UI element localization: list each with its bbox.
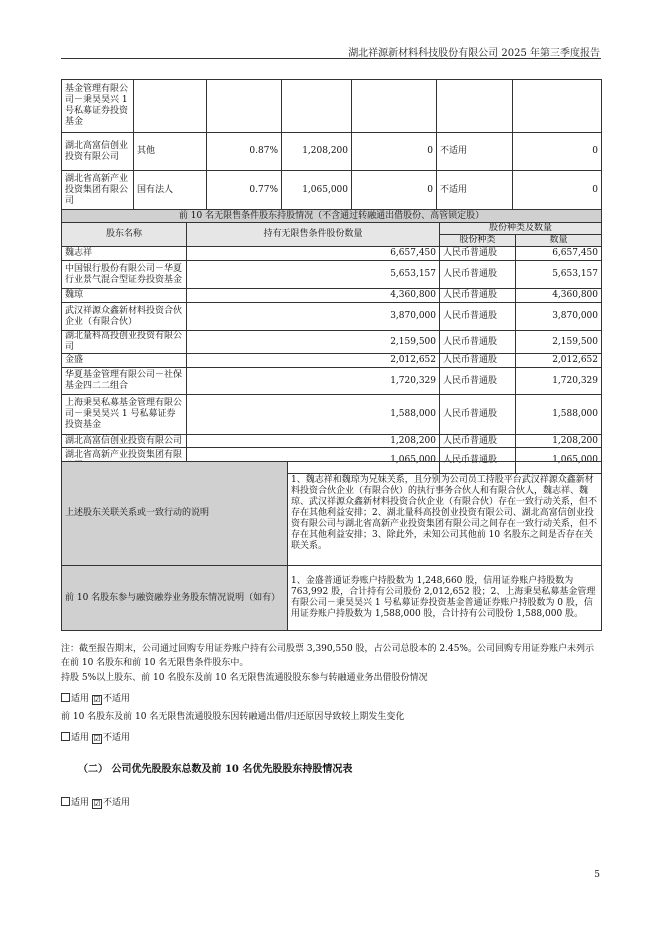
shareholder-name: 湖北量科高投创业投资有限公司 (62, 331, 187, 354)
unrestricted-qty: 2,159,500 (187, 331, 440, 354)
pledge-qty: 0 (513, 133, 602, 171)
column-header-name: 股东名称 (62, 223, 187, 247)
shareholder-name: 金盛 (62, 354, 187, 368)
share-kind: 人民币普通股 (440, 247, 516, 261)
table-row (62, 261, 602, 289)
share-kind: 人民币普通股 (440, 331, 516, 354)
table-title: 前 10 名无限售条件股东持股情况（不含通过转融通出借股份、高管锁定股） (62, 210, 602, 223)
unchecked-box-icon (61, 693, 70, 702)
shareholder-name: 湖北高富信创业投资有限公司 (62, 133, 134, 171)
restricted-shares: 0 (352, 171, 437, 210)
page-number: 5 (594, 870, 600, 880)
question-lending: 持股 5%以上股东、前 10 名股东及前 10 名无限售流通股股东参与转融通业务出借股份情况 (61, 673, 428, 683)
table-title-row (62, 210, 602, 223)
shareholder-name: 华夏基金管理有限公司－社保基金四二二组合 (62, 368, 187, 395)
unrestricted-qty: 6,657,450 (187, 247, 440, 261)
restricted-shares (352, 80, 437, 133)
pledge-qty: 0 (513, 171, 602, 210)
checked-box-icon: ☑ (93, 734, 101, 743)
share-amount: 3,870,000 (516, 303, 602, 331)
table-row (62, 354, 602, 368)
table-header-row (62, 223, 602, 235)
related-text: 1、魏志祥和魏琼为兄妹关系，且分别为公司员工持股平台武汉祥源众鑫新材料投资合伙企业（有限合伙）的执行事务合伙人和有限合伙人，魏志祥、魏琼、武汉祥源众鑫新材料投资合伙企业（有限合伙）存在一致行动关系，但不存在其他利益安排；2、湖北量科高投创业投资有限公司、湖北高富信创业投资有限公司与湖北省高新产业投资集团有限公司之间存在一致行动关系，但不存在其他利益安排；3、除此外，未知公司其他前 10 名股东之间是否存在关联关系。 (288, 462, 602, 566)
shareholder-name: 魏琼 (62, 289, 187, 303)
column-header-kind-group: 股份种类及数量 (440, 223, 602, 235)
shareholder-nature: 国有法人 (134, 171, 207, 210)
unrestricted-qty: 3,870,000 (187, 303, 440, 331)
table-row (62, 133, 602, 171)
unchecked-box-icon (61, 732, 70, 741)
restricted-shares: 0 (352, 133, 437, 171)
holding-shares: 1,065,000 (282, 171, 352, 210)
header-rule (61, 58, 601, 59)
share-kind: 人民币普通股 (440, 448, 516, 474)
share-amount: 6,657,450 (516, 247, 602, 261)
not-applicable-label: 不适用 (103, 694, 131, 704)
unrestricted-qty: 5,653,157 (187, 261, 440, 289)
table-row (62, 247, 602, 261)
margin-text: 1、金盛普通证券账户持股数为 1,248,660 股，信用证券账户持股数为 763,992 股，合计持有公司股份 2,012,652 股；2、上海秉昊私募基金管理有限公司－秉昊昊兴 1 号私募证券投资基金普通证券账户持股数为 0 股，信用证券账户持股数为 1,588,000 股，合计持有公司股份 1,588,000 股。 (288, 566, 602, 631)
share-amount: 1,065,000 (516, 448, 602, 474)
share-amount: 1,588,000 (516, 395, 602, 435)
unchecked-box-icon (61, 797, 70, 806)
table-row (62, 435, 602, 448)
applicable-label: 适用 (71, 798, 90, 808)
checked-box-icon: ☑ (93, 799, 101, 808)
shareholder-name: 基金管理有限公司－秉昊昊兴 1 号私募证券投资基金 (62, 80, 134, 133)
unrestricted-qty: 1,065,000 (187, 448, 440, 474)
top-shareholders-table (61, 79, 602, 210)
table-row (62, 289, 602, 303)
not-applicable-label: 不适用 (103, 798, 131, 808)
table-row (62, 368, 602, 395)
question-change: 前 10 名股东及前 10 名无限售流通股股东因转融通出借/归还原因导致较上期发生变化 (61, 712, 405, 722)
section-heading: （二） 公司优先股股东总数及前 10 名优先股股东持股情况表 (78, 764, 353, 775)
shareholder-name: 湖北省高新产业投资集团有限公司 (62, 171, 134, 210)
pledge-status (437, 80, 513, 133)
share-amount: 1,720,329 (516, 368, 602, 395)
pledge-qty (513, 80, 602, 133)
shareholder-name: 武汉祥源众鑫新材料投资合伙企业（有限合伙） (62, 303, 187, 331)
unrestricted-qty: 1,720,329 (187, 368, 440, 395)
unrestricted-qty: 2,012,652 (187, 354, 440, 368)
share-kind: 人民币普通股 (440, 289, 516, 303)
shareholder-name: 湖北高富信创业投资有限公司 (62, 435, 187, 448)
not-applicable-label: 不适用 (103, 733, 131, 743)
holding-shares: 1,208,200 (282, 133, 352, 171)
share-kind: 人民币普通股 (440, 368, 516, 395)
shareholder-name: 魏志祥 (62, 247, 187, 261)
shareholder-name: 湖北省高新产业投资集团有限 (62, 448, 187, 474)
share-kind: 人民币普通股 (440, 395, 516, 435)
shareholder-name: 上海秉昊私募基金管理有限公司－秉昊昊兴 1 号私募证券投资基金 (62, 395, 187, 435)
share-amount: 5,653,157 (516, 261, 602, 289)
share-kind: 人民币普通股 (440, 261, 516, 289)
share-amount: 2,159,500 (516, 331, 602, 354)
unrestricted-qty: 1,208,200 (187, 435, 440, 448)
table-row (62, 331, 602, 354)
table-row (62, 395, 602, 435)
applicability-line (61, 730, 130, 744)
holding-pct (207, 80, 282, 133)
holding-pct: 0.87% (207, 133, 282, 171)
explanation-table (61, 461, 602, 631)
applicable-label: 适用 (71, 694, 90, 704)
shareholder-name: 中国银行股份有限公司－华夏行业景气混合型证券投资基金 (62, 261, 187, 289)
applicability-line (61, 691, 130, 705)
share-amount: 2,012,652 (516, 354, 602, 368)
applicable-label: 适用 (71, 733, 90, 743)
unrestricted-shareholders-table (61, 209, 602, 474)
unrestricted-qty: 4,360,800 (187, 289, 440, 303)
related-label: 上述股东关联关系或一致行动的说明 (62, 462, 288, 566)
holding-pct: 0.77% (207, 171, 282, 210)
holding-shares (282, 80, 352, 133)
applicability-line (61, 795, 130, 809)
unrestricted-qty: 1,588,000 (187, 395, 440, 435)
share-amount: 1,208,200 (516, 435, 602, 448)
column-header-amount: 数量 (516, 235, 602, 247)
table-row (62, 566, 602, 631)
share-kind: 人民币普通股 (440, 303, 516, 331)
table-row (62, 80, 602, 133)
table-row (62, 171, 602, 210)
checked-box-icon: ☑ (93, 695, 101, 704)
table-row (62, 303, 602, 331)
margin-label: 前 10 名股东参与融资融券业务股东情况说明（如有） (62, 566, 288, 631)
shareholder-nature: 其他 (134, 133, 207, 171)
share-kind: 人民币普通股 (440, 435, 516, 448)
pledge-status: 不适用 (437, 171, 513, 210)
table-row (62, 462, 602, 566)
report-header: 湖北祥源新材料科技股份有限公司 2025 年第三季度报告 (348, 48, 600, 59)
column-header-qty: 持有无限售条件股份数量 (187, 223, 440, 247)
pledge-status: 不适用 (437, 133, 513, 171)
share-kind: 人民币普通股 (440, 354, 516, 368)
column-header-kind: 股份种类 (440, 235, 516, 247)
share-amount: 4,360,800 (516, 289, 602, 303)
shareholder-nature (134, 80, 207, 133)
buyback-note: 注：截至报告期末，公司通过回购专用证券账户持有公司股票 3,390,550 股，占公司总股本的 2.45%。公司回购专用证券账户未列示在前 10 名股东和前 10 名无限售条件股东中。 (61, 644, 594, 668)
